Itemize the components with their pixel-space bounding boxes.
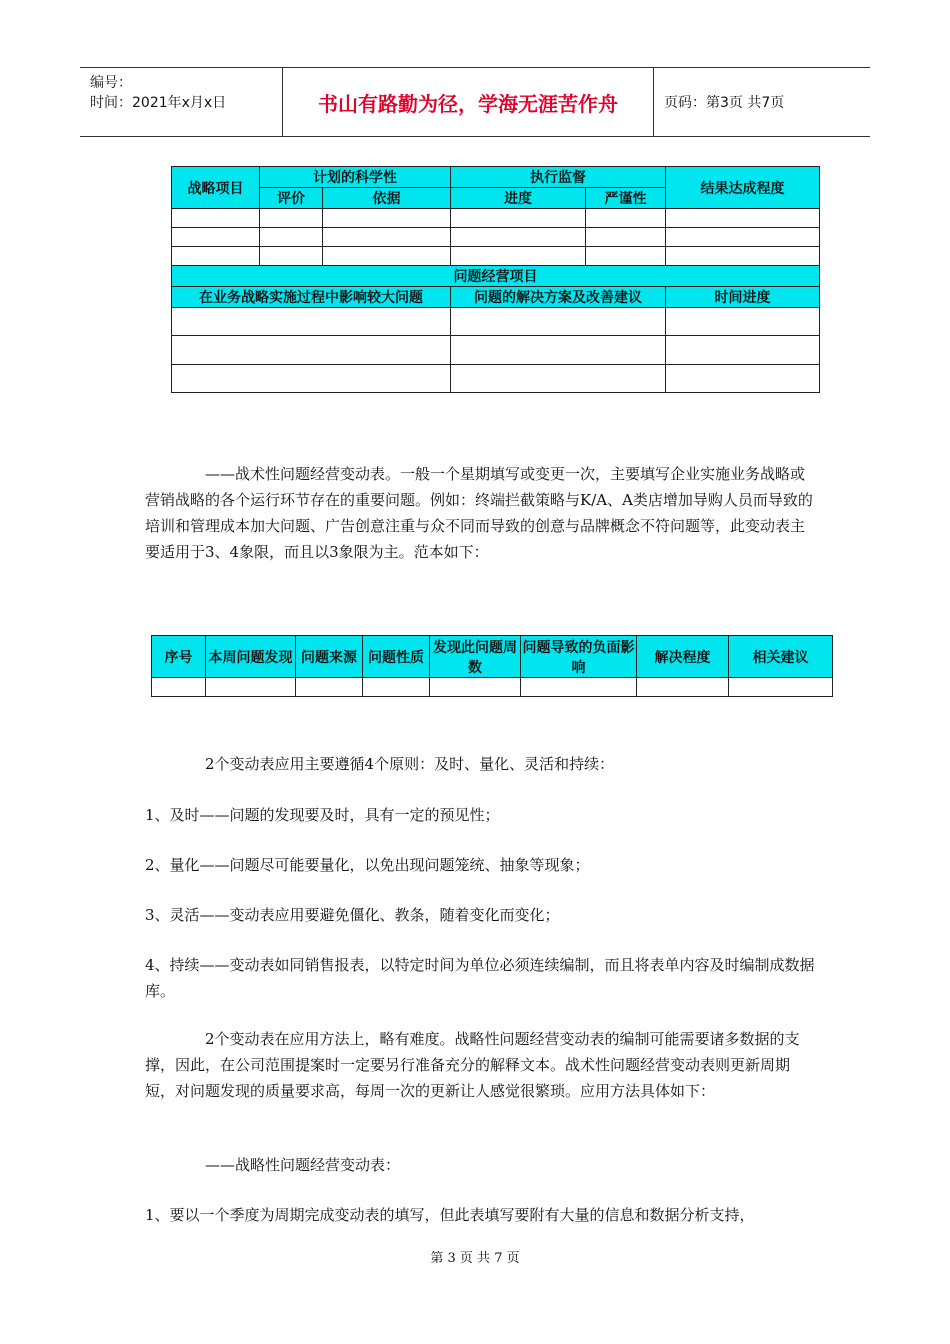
sub-rigor: 严谨性 — [586, 188, 666, 209]
col-suggestion: 相关建议 — [729, 636, 833, 678]
table-row — [172, 247, 820, 266]
section-issue-items: 问题经营项目 — [172, 266, 820, 287]
tactical-issue-table — [151, 635, 833, 697]
table-row — [152, 678, 833, 697]
col-issue-nature: 问题性质 — [363, 636, 430, 678]
col-resolution: 解决程度 — [637, 636, 729, 678]
paragraph-tactical-table: ——战术性问题经营变动表。一般一个星期填写或变更一次，主要填写企业实施业务战略或营销战略的各个运行环节存在的重要问题。例如：终端拦截策略与K/A、A类店增加导购人员而导致的培训和管理成本加大问题、广告创意注重与众不同而导致的创意与品牌概念不符问题等，此变动表主要适用于3、4象限，而且以3象限为主。范本如下： — [145, 465, 813, 561]
sub-evaluation: 评价 — [260, 188, 323, 209]
doc-date-label: 时间：2021年x月x日 — [90, 95, 227, 111]
sub-basis: 依据 — [323, 188, 451, 209]
col-weeks-found: 发现此问题周数 — [430, 636, 521, 678]
col-solution: 问题的解决方案及改善建议 — [451, 287, 666, 308]
col-weekly-issue: 本周问题发现 — [206, 636, 296, 678]
doc-number-label: 编号： — [90, 75, 132, 91]
strategic-issue-table — [171, 166, 820, 393]
group-execution-monitor: 执行监督 — [451, 167, 666, 188]
header-page-info: 页码：第3页 共7页 — [664, 95, 785, 111]
col-issue-source: 问题来源 — [296, 636, 363, 678]
principle-item-3: 3、灵活——变动表应用要避免僵化、教条，随着变化而变化； — [145, 906, 560, 924]
paragraph-strategic-table: ——战略性问题经营变动表： — [205, 1156, 401, 1174]
table-row — [172, 336, 820, 365]
col-result-degree: 结果达成程度 — [666, 167, 820, 209]
col-major-issue: 在业务战略实施过程中影响较大问题 — [172, 287, 451, 308]
principle-item-4: 4、持续——变动表如同销售报表，以特定时间为单位必须连续编制，而且将表单内容及时编制成数据库。 — [145, 956, 815, 1000]
paragraph-principles: 2个变动表应用主要遵循4个原则：及时、量化、灵活和持续： — [205, 755, 615, 773]
principle-item-2: 2、量化——问题尽可能要量化，以免出现问题笼统、抽象等现象； — [145, 856, 590, 874]
table-row — [172, 308, 820, 336]
col-time-progress: 时间进度 — [666, 287, 820, 308]
col-strategy-item: 战略项目 — [172, 167, 260, 209]
group-plan-science: 计划的科学性 — [260, 167, 451, 188]
method-item-1: 1、要以一个季度为周期完成变动表的填写，但此表填写要附有大量的信息和数据分析支持， — [145, 1206, 755, 1224]
table-row — [172, 365, 820, 393]
page-header — [80, 67, 870, 137]
col-seq: 序号 — [152, 636, 206, 678]
header-meta — [80, 68, 283, 136]
paragraph-method: 2个变动表在应用方法上，略有难度。战略性问题经营变动表的编制可能需要诸多数据的支撑，因此，在公司范围提案时一定要另行准备充分的解释文本。战术性问题经营变动表则更新周期短，对问题发现的质量要求高，每周一次的更新让人感觉很繁琐。应用方法具体如下： — [145, 1030, 800, 1100]
header-motto: 书山有路勤为径，学海无涯苦作舟 — [283, 68, 654, 136]
table-row — [172, 209, 820, 228]
table-row — [172, 228, 820, 247]
col-negative-impact: 问题导致的负面影响 — [521, 636, 637, 678]
page-footer: 第 3 页 共 7 页 — [430, 1251, 520, 1266]
principle-item-1: 1、及时——问题的发现要及时，具有一定的预见性； — [145, 806, 500, 824]
sub-progress: 进度 — [451, 188, 586, 209]
